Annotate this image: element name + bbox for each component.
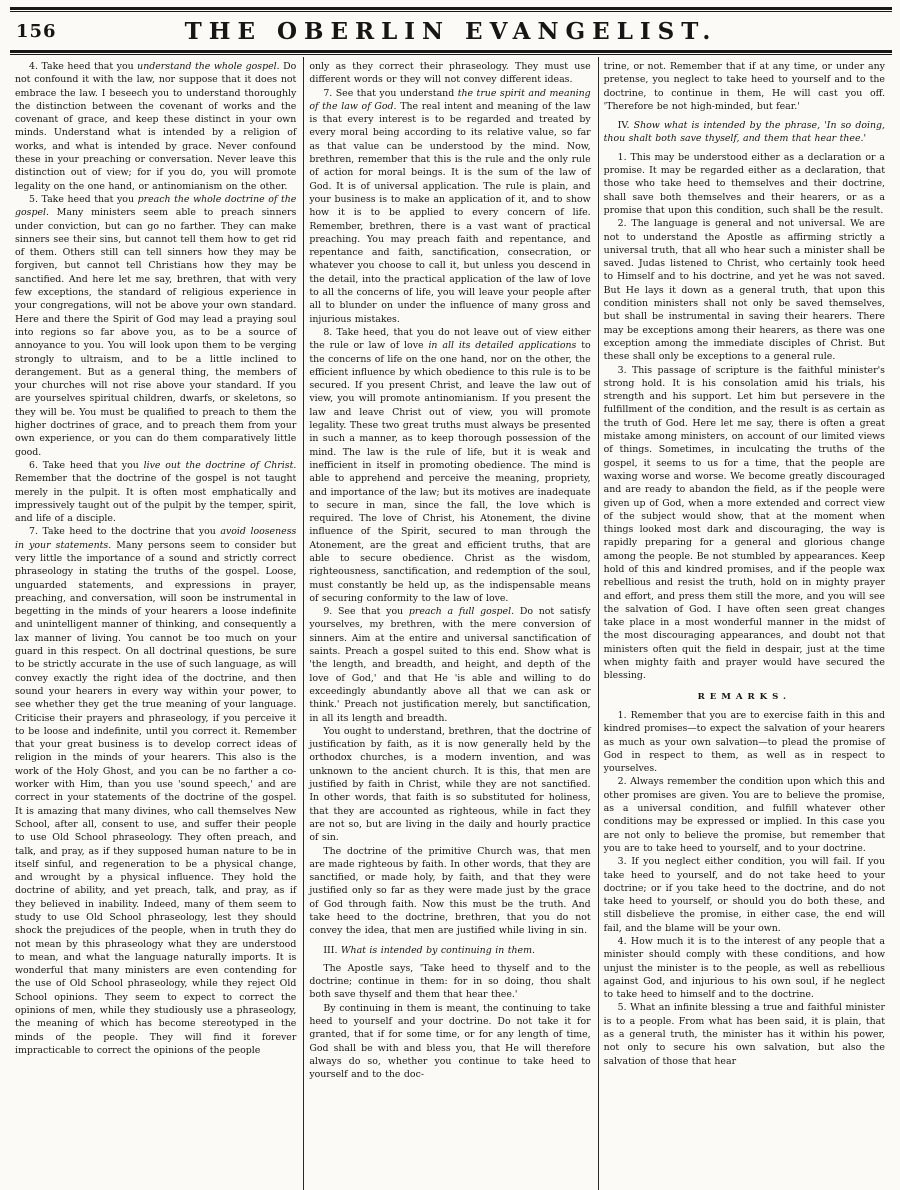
section-heading: REMARKS. (697, 691, 792, 702)
paragraph: By continuing in them is meant, the continuing to take heed to yourself and your doctrine. Do not take it for granted, that if for some time, or for any length of time, God shall be with and bless you, that He will therefore always do so, whether you continue to take heed to yourself and to the doc- (309, 1002, 591, 1081)
paragraph: 4. Take heed that you understand the whole gospel. Do not confound it with the law, nor suppose that it does not embrace the law. I beseech you to understand thoroughly the distinction between the covenant of works and the covenant of grace, and keep these distinct in your own minds. Understand what is intended by a religion of works, and what is intended by grace. Never confound these in your preaching or conversation. Never leave this distinction out of view; for if you do, you will promote legality on the one hand, or antinomianism on the other. (15, 61, 297, 192)
paragraph: 7. Take heed to the doctrine that you avoid looseness in your statements. Many persons seem to consider but very little the importance of a sound and strictly correct phraseology in stating the truths of the gospel. Loose, unguarded statements, and expressions in prayer, preaching, and conversation, will soon be instrumental in begetting in the minds of your hearers a loose indefinite and unintelligent manner of thinking, and consequently a lax manner of living. You cannot be too much on your guard in this respect. On all doctrinal questions, be sure to be strictly accurate in the use of such language, as will convey exactly the right idea of the doctrine, and then sound your hearers in every way within your power, to see whether they get the true meaning of your language. Criticise their prayers and phraseology, if you perceive it to be loose and indefinite, until you correct it. Remember that your great business is to develop correct ideas of religion in the minds of your hearers. This also is the work of the Holy Ghost, and you can be no farther a co-worker with Him, than you use 'sound speech,' and are correct in your statements of the doctrine of the gospel. It is amazing that many divines, who call themselves New School, after all, consent to use, and suffer their people to use Old School phraseology. They often preach, and talk, and pray, as if they supposed human nature to be in itself sinful, and regeneration to be a physical change, and wrought by a physical influence. They hold the doctrine of ability, and yet preach, talk, and pray, as if they believed in inability. Indeed, many of them seem to study to use Old School phraseology, lest they should shock the prejudices of the people, when in truth they do not mean by this phraseology what they are understood to mean, and what the language naturally imports. It is wonderful that many ministers are even contending for the use of Old School phraseology, while they reject Old School opinions. They seem to expect to correct the opinions of men, while they studiously use a phraseology, the meaning of which has become stereotyped in the minds of the people. They will find it forever impracticable to correct the opinions of the people (15, 526, 297, 1056)
section-heading: III. What is intended by continuing in them. (323, 944, 535, 956)
paragraph: The Apostle says, 'Take heed to thyself and to the doctrine; continue in them: for in so doing, thou shalt both save thyself and them that hear thee.' (309, 962, 591, 1001)
column-3 (598, 57, 892, 1190)
paragraph: You ought to understand, brethren, that the doctrine of justification by faith, as it is now generally held by the orthodox churches, is a modern invention, and was unknown to the ancient church. It is this, that men are justified by faith in Christ, while they are not sanctified. In other words, that faith is so substituted for holiness, that they are accounted as righteous, while in fact they are not so, but are living in the daily and hourly practice of sin. (309, 725, 591, 844)
paragraph: 2. Always remember the condition upon which this and other promises are given. You are to believe the promise, as a universal condition, and fulfill whatever other conditions may be expressed or implied. In this case you are not only to believe the promise, but remember that you are to take heed to yourself, and to your doctrine. (603, 776, 885, 854)
section-heading: IV. Show what is intended by the phrase, 'In so doing, thou shalt both save thyself, and them that hear thee.' (603, 120, 885, 145)
paragraph: trine, or not. Remember that if at any time, or under any pretense, you neglect to take heed to yourself and to the doctrine, to continue in them, He will cast you off. 'Therefore be not high-minded, but fear.' (603, 61, 885, 112)
paragraph: 1. This may be understood either as a declaration or a promise. It may be regarded either as a declaration, that those who take heed to themselves and their doctrine, shall save both themselves and their hearers, or as a promise that upon this condition, such shall be the result. (603, 151, 885, 216)
column-2 (303, 57, 597, 1190)
masthead-rule (10, 50, 892, 55)
paragraph: 2. The language is general and not universal. We are not to understand the Apostle as affirming strictly a universal truth, that all who hear such a minister shall be saved. Judas listened to Christ, who certainly took heed to Himself and to his doctrine, and yet he was not saved. But He lays it down as a general truth, that upon this condition ministers shall not only be saved themselves, but shall be instrumental in saving their hearers. There may be exceptions among their hearers, as there was one exception among the immediate disciples of Christ. But these shall only be exceptions to a general rule. (603, 218, 885, 363)
article-columns (10, 57, 892, 1190)
paragraph: 6. Take heed that you live out the doctrine of Christ. Remember that the doctrine of the gospel is not taught merely in the pulpit. It is often most emphatically and impressively taught out of the pulpit by the temper, spirit, and life of a disciple. (15, 459, 297, 525)
paragraph: The doctrine of the primitive Church was, that men are made righteous by faith. In other words, that they are sanctified, or made holy, by faith, and that they were justified only so far as they were made just by the grace of God through faith. Now this must be the truth. And take heed to the doctrine, brethren, that you do not convey the idea, that men are justified while living in sin. (309, 845, 591, 937)
paragraph: 4. How much it is to the interest of any people that a minister should comply with these conditions, and how unjust the minister is to the people, as well as rebellious against God, and injurious to his own soul, if he neglect to take heed to himself and to the doctrine. (603, 936, 885, 1001)
paragraph: 3. This passage of scripture is the faithful minister's strong hold. It is his consolation amid his trials, his strength and his support. Let him but persevere in the fulfillment of the condition, and the result is as certain as the truth of God. Here let me say, there is often a great mistake among ministers, on account of our limited views of things. Sometimes, in inculcating the truths of the gospel, it seems to us for a time, that the people are waxing worse and worse. We become greatly discouraged and are ready to abandon the field, as if the people were given up of God, when a more extended and correct view of the subject would show, that at the moment when things looked most dark and discouraging, the way is rapidly preparing for a general and glorious change among the people. Be not stumbled by appearances. Keep hold of this and kindred promises, and if the people wax rebellious and resist the truth, hold on in mighty prayer and effort, and press them still the more, and you will see the salvation of God. I have often seen great changes take place in a most wonderful manner in the midst of the most discouraging appearances, and doubt not that ministers often quit the field in despair, just at the time when mighty faith and prayer would have secured the blessing. (603, 364, 885, 682)
paragraph: 7. See that you understand the true spirit and meaning of the law of God. The real intent and meaning of the law is that every interest is to be regarded and treated by every moral being according to its relative value, so far as that value can be understood by the mind. Now, brethren, remember that this is the rule and the only rule of action for moral beings. It is the sum of the law of God. It is of universal application. The rule is plain, and your business is to make an application of it, and to show how it is to be applied to every concern of life. Remember, brethren, there is a vast want of practical preaching. You may preach faith and repentance, and repentance and faith, sanctification, consecration, or whatever you choose to call it, but unless you descend in the detail, into the practical application of the law of love to all the concerns of life, you will leave your people after all to blunder on under the influence of many gross and injurious mistakes. (309, 87, 591, 325)
paragraph: 3. If you neglect either condition, you will fail. If you take heed to yourself, and do not take heed to your doctrine; or if you take heed to the doctrine, and do not take heed to yourself, or should you do both these, and still disbelieve the promise, in either case, the end will fail, and the blame will be your own. (603, 856, 885, 934)
page-number: 156 (16, 20, 57, 42)
paragraph: 5. What an infinite blessing a true and faithful minister is to a people. From what has been said, it is plain, that as a general truth, the minister has it within his power, not only to secure his own salvation, but also the salvation of those that hear (603, 1002, 885, 1067)
paragraph: 9. See that you preach a full gospel. Do not satisfy yourselves, my brethren, with the mere conversion of sinners. Aim at the entire and universal sanctification of saints. Preach a gospel suited to this end. Show what is 'the length, and breadth, and height, and depth of the love of God,' and that He 'is able and willing to do exceedingly abundantly above all that we can ask or think.' Preach not justification merely, but sanctification, in all its length and breadth. (309, 606, 591, 724)
paragraph: only as they correct their phraseology. They must use different words or they will not convey different ideas. (309, 61, 591, 86)
paragraph: 1. Remember that you are to exercise faith in this and kindred promises—to expect the salvation of your hearers as much as your own salvation—to plead the promise of God in respect to them, as well as in respect to yourselves. (603, 709, 885, 775)
masthead-title: THE OBERLIN EVANGELIST. (184, 17, 718, 45)
masthead (10, 12, 892, 50)
paragraph: 5. Take heed that you preach the whole doctrine of the gospel. Many ministers seem able to preach sinners under conviction, but can go no farther. They can make sinners see their sins, but cannot tell them how to get rid of them. Others still can tell sinners how they may be forgiven, but cannot tell Christians how they may be sanctified. And here let me say, brethren, that with very few exceptions, the standard of religious experience in your congregations, will not be above your own standard. Here and there the Spirit of God may lead a praying soul into regions so far above you, as to be a source of annoyance to you. You will look upon them to be verging strongly to ultraism, and to be a little inclined to derangement. But as a general thing, the members of your churches will not rise above your standard. If you are yourselves spiritual children, dwarfs, or skeletons, so they will be. You must be qualified to preach to them the higher doctrines of grace, and to preach them from your own experience, or you can do them comparatively little good. (15, 193, 297, 458)
paragraph: 8. Take heed, that you do not leave out of view either the rule or law of love in all its detailed applications to the concerns of life on the one hand, nor on the other, the efficient influence by which obedience to this rule is to be secured. If you present Christ, and leave the law out of view, you will promote antinomianism. If you present the law and leave Christ out of view, you will promote legality. These two great truths must always be presented in such a manner, as to keep thorough possession of the mind. The law is the rule of life, but it is weak and inefficient in itself in promoting obedience. The mind is able to apprehend and perceive the meaning, propriety, and importance of the law; but its motives are inadequate to secure in man, since the fall, the love which is required. The love of Christ, his Atonement, the divine influence of the Spirit, secured to man through the Atonement, are the great and efficient truths, that are able to secure obedience. Christ as the wisdom, righteousness, sanctification, and redemption of the soul, must constantly be held up, as the indispensable means of securing conformity to the law of love. (309, 326, 591, 604)
column-1 (10, 57, 303, 1190)
